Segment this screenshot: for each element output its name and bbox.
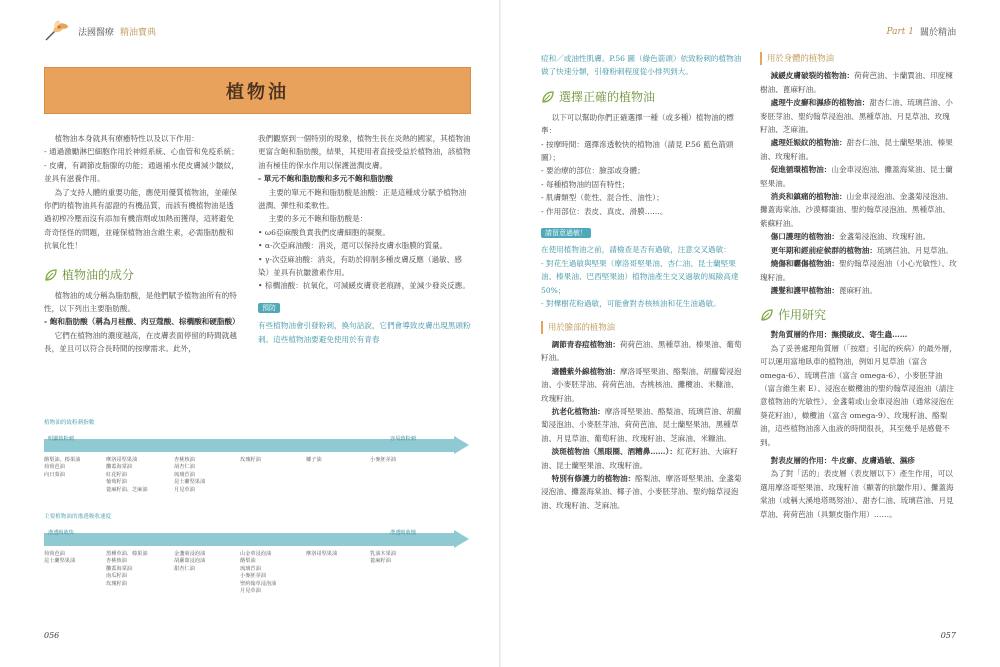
oil-use-item xyxy=(760,96,957,136)
oil-use-text: 甜杏仁油、琉璃苣油、小麥胚芽油、聖約翰草浸泡油、黑種草油、月見草油、玫瑰籽油、芝麻油。 xyxy=(760,98,953,135)
body-line: - 作用部位：表皮、真皮、滑膜……。 xyxy=(541,206,668,216)
chart-columns xyxy=(44,551,474,611)
body-line: 它們在植物油的濃度越高，在皮膚表面停留的時間就越長，並且可以符合長時間的按摩需求。此外， xyxy=(44,330,237,354)
study-heading xyxy=(760,454,957,467)
chart-column xyxy=(370,551,396,566)
chart-oil-label: 昆士蘭堅果油 xyxy=(174,479,206,486)
oil-use-text: 蓖麻籽油。 xyxy=(838,285,877,295)
chart-oil-label: 紅花籽油 xyxy=(106,471,127,478)
note-text: 有些植物油會引發粉刺，換句話說，它們會導致皮膚出現黑頭粉刺。這些植物油要避免使用於有青春 xyxy=(258,321,471,344)
chart-oil-label: 月見草油 xyxy=(240,588,261,595)
oil-use-label: 調節青春痘植物油： xyxy=(551,339,620,349)
warning-line: 在使用植物油之前，請檢查是否有過敏，注意交叉過敏： xyxy=(541,245,731,255)
leaf-icon xyxy=(541,90,555,104)
chart-column xyxy=(370,457,396,464)
left-column-2 xyxy=(258,132,471,346)
page-title: 植物油 xyxy=(226,81,289,103)
study-subject: 撫摸破皮、寄生蟲…… xyxy=(831,330,908,340)
chart-oil-label: 月見草油 xyxy=(174,486,195,493)
body-line: • α-次亞麻油酸：消炎，還可以保持皮膚水脂膜的質量。 xyxy=(258,241,448,251)
body-line: - 每種植物油的固有特性； xyxy=(541,179,630,189)
oil-use-label: 燒傷和曬傷植物油： xyxy=(770,259,839,269)
oil-use-item xyxy=(760,136,957,163)
oil-use-label: 處理妊娠紋的植物油： xyxy=(770,138,847,148)
chart-title: 主要植物油的滲透吸收速度 xyxy=(44,514,112,520)
oil-use-text: 酪梨油、摩洛哥堅果油、金盞菊浸泡油、攤蓋海棠油、椰子油、小麥胚芽油、聖約翰草浸泡油、玫瑰籽油、芝麻油。 xyxy=(541,473,742,510)
oil-use-text: 紅花籽油、大麻籽油、昆士蘭堅果油、玫瑰籽油。 xyxy=(541,447,738,470)
oil-use-item xyxy=(760,244,957,257)
chart-left-label: 明顯致粉刺 xyxy=(48,436,74,442)
body-line: • ω6亞麻酸負責我們皮膚細胞的凝聚。 xyxy=(258,227,390,237)
body-oils-subtitle: 用於身體的植物油 xyxy=(760,52,957,65)
body-line: • γ-次亞麻油酸：消炎，有助於抑制多種皮膚反應（過敏、感染）並具有抗皺激素作用。 xyxy=(258,254,462,278)
chart-oil-label: 葡萄籽油 xyxy=(106,479,127,486)
oil-use-label: 護髮和護甲植物油： xyxy=(770,285,839,295)
oil-use-item xyxy=(760,163,957,190)
part-label: Part 1 xyxy=(886,26,914,37)
left-column-1 xyxy=(44,132,240,356)
chart-column xyxy=(306,551,337,558)
oil-use-text: 摩洛哥堅果油、酪梨油、琉璃苣油、胡蘿蔔浸泡油、小麥胚芽油、荷荷芭油、昆士蘭堅果油、黑種草油、月見草油、葡萄籽油、玫瑰籽油、芝麻油、米糠油。 xyxy=(541,406,742,443)
chart-oil-label: 琉璃苣油 xyxy=(174,471,195,478)
oil-use-text: 摩洛哥堅果油、酪梨油、胡蘿蔔浸泡油、小麥胚芽油、荷荷芭油、杏桃核油、攤欖油、米糠油、玫瑰籽油。 xyxy=(541,366,742,403)
face-oils-subtitle: 用於臉部的植物油 xyxy=(541,321,743,334)
chart-title: 植物油的致粉刺指數 xyxy=(44,420,95,426)
comedogenic-chart xyxy=(44,418,474,513)
warning-line: - 對樺樹花粉過敏，可能會對杏核核油和花生油過敏。 xyxy=(541,299,721,309)
section-heading xyxy=(760,307,957,323)
study-text: 為了對「活的」表皮層（表皮層以下）產生作用，可以選用摩洛哥堅果油、玫瑰籽油（顯著的抗皺作用）、攤蓋海棠油（或稱大溪地塔瑪努油）、甜杏仁油、琉璃苣油、月見草油、荷荷芭油（具類皮脂作用）……。 xyxy=(760,469,954,519)
chart-column xyxy=(306,457,322,464)
chart-column xyxy=(240,457,261,464)
prevention-note xyxy=(258,301,471,346)
chart-columns xyxy=(44,457,474,513)
part-title: 關於精油 xyxy=(919,28,956,38)
oil-use-item xyxy=(760,284,957,297)
chart-column xyxy=(174,551,205,573)
chart-oil-label: 荷荷芭油 xyxy=(44,464,65,471)
oil-use-text: 荷荷芭油、卡蘭賈油、印度楝樹油、蓖麻籽油。 xyxy=(760,71,953,94)
right-running-header xyxy=(886,25,956,38)
leaf-icon xyxy=(44,268,58,282)
flower-logo-icon xyxy=(44,20,72,42)
oil-use-label: 特別有修護力的植物油： xyxy=(551,473,636,483)
oil-use-item xyxy=(760,230,957,243)
oil-use-item xyxy=(760,257,957,284)
action-study-title: 作用研究 xyxy=(778,308,827,323)
chart-oil-label: 杏桃核油 xyxy=(174,457,195,463)
oil-use-item xyxy=(760,190,957,230)
body-line: - 要治療的部位：臉部或身體； xyxy=(541,166,645,176)
chart-column xyxy=(106,551,148,588)
section-heading xyxy=(44,267,240,283)
oil-use-item xyxy=(541,472,743,512)
chart-oil-label: 黑種草油、榛果油 xyxy=(106,551,148,557)
chart-oil-label: 胡蘿蔔浸泡油 xyxy=(174,558,206,565)
body-oils-list xyxy=(760,69,957,297)
body-line: 我們觀察到一個特別的現象，植物生長在炎熱的國家，其植物油更富含飽和脂肪酸，結果，其使用者直接受益於植物油，該植物油有極佳的保水作用以保護滋潤皮膚。 xyxy=(258,134,471,170)
body-line: • 棕櫚油酸：抗氧化，可減緩皮膚衰老痕跡，並減少發炎反應。 xyxy=(258,281,470,291)
study-label: 對角質層的作用： xyxy=(770,330,832,340)
oil-use-label: 抗老化植物油： xyxy=(551,406,605,416)
chart-oil-label: 南瓜籽油 xyxy=(106,573,127,580)
chart-right-label: 滲透吸收慢 xyxy=(390,530,416,536)
chart-oil-label: 摩洛哥堅果油 xyxy=(106,457,138,463)
right-column-1 xyxy=(541,52,743,512)
chart-oil-label: 金盞菊浸泡油 xyxy=(174,551,206,557)
left-page-number: 056 xyxy=(44,631,60,640)
oil-use-text: 荷荷芭油、黑種草油、榛果油、葡萄籽油。 xyxy=(541,339,742,363)
chart-oil-label: 胡杏仁油 xyxy=(174,464,195,471)
body-line-bold: - 飽和脂肪酸（稱為月桂酸、肉豆蔻酸、棕櫚酸和硬脂酸） xyxy=(44,317,240,327)
chart-oil-label: 蓖麻籽油 xyxy=(370,558,391,565)
chart-left-label: 滲透吸收快 xyxy=(48,530,74,536)
chart-oil-label: 攤蓋海棠油 xyxy=(106,565,132,572)
page-title-banner xyxy=(44,67,471,114)
body-line: 以下可以幫助你們正確選擇一種（或多種）植物油的標準： xyxy=(541,112,734,136)
body-line: - 肌膚類型（乾性、混合性、油性）； xyxy=(541,193,664,203)
chart-oil-label: 杏桃核油 xyxy=(106,558,127,565)
body-line: - 按摩時間：選擇滲透較快的植物油（請見 P.56 藍色箭頭圖）； xyxy=(541,139,734,163)
oil-use-text: 山金車浸泡油、金盞菊浸泡油、攤蓋海棠油、沙漠椰棗油、聖約翰草浸泡油、黑種草油、紫蘇籽油。 xyxy=(760,192,953,228)
chart-oil-label: 琉璃苣油 xyxy=(240,565,261,572)
right-page-number: 057 xyxy=(940,631,956,640)
chart-oil-label: 椰子油 xyxy=(306,457,322,463)
oil-use-label: 傷口護理的植物油： xyxy=(770,232,839,242)
top-text: 痘和／或油性肌膚。P.56 圖（綠色箭頭）依致粉刺的植物油做了快速分類，引發粉刺程度從小排列到大。 xyxy=(541,54,742,77)
action-study-body xyxy=(760,328,957,521)
chart-oil-label: 酪梨油 xyxy=(240,558,256,565)
chart-oil-label: 甜杏仁油 xyxy=(174,565,195,572)
oil-use-item xyxy=(541,365,743,405)
oil-use-label: 減緩皮膚破裂的植物油： xyxy=(770,71,855,81)
face-oils-list xyxy=(541,338,743,512)
chart-oil-label: 小麥胚芽油 xyxy=(240,573,266,580)
oil-use-label: 淡斑植物油（黑眼圈、酒糟鼻……）： xyxy=(551,447,677,457)
chart-column xyxy=(106,457,148,494)
chart-oil-label: 酪梨油、榛果油 xyxy=(44,457,81,463)
chart-arrow-head xyxy=(454,530,469,548)
oil-use-item xyxy=(760,69,957,96)
body-line-bold: - 單元不飽和脂肪酸和多元不飽和脂肪酸 xyxy=(258,174,393,184)
oil-use-item xyxy=(541,338,743,365)
oil-use-text: 琉璃苣油、月見草油。 xyxy=(876,245,953,255)
chart-column xyxy=(174,457,205,494)
book-spine xyxy=(499,0,501,667)
chart-oil-label: 摩洛哥堅果油 xyxy=(306,551,338,557)
chart-arrow-head xyxy=(454,436,469,454)
chart-oil-label: 向日葵油 xyxy=(44,471,65,478)
oil-use-label: 處理牛皮癬和濕疹的植物油： xyxy=(770,98,870,108)
body-line: 主要的單元不飽和脂肪酸是油酸：正是這種成分賦予植物油滋潤、彈性和柔軟性。 xyxy=(258,187,467,211)
oil-use-label: 適體紫外線植物油： xyxy=(551,366,620,376)
oil-use-text: 金盞菊浸泡油、玫瑰籽油。 xyxy=(838,232,931,242)
intro-line: - 皮膚，有調節皮脂腺的功能；通過補水使皮膚減少皺紋，並具有滋養作用。 xyxy=(44,160,239,184)
chart-oil-label: 蓖麻籽油、芝麻油 xyxy=(106,486,148,493)
oil-use-text: 山金車浸泡油、攤蓋海棠油、昆士蘭堅果油。 xyxy=(760,165,953,188)
oil-use-label: 消炎和鎮痛的植物油： xyxy=(770,192,847,202)
chart-column xyxy=(44,457,80,479)
oil-use-item xyxy=(541,405,743,445)
chart-oil-label: 玫瑰籽油 xyxy=(240,457,261,463)
leaf-icon xyxy=(760,308,774,322)
chart-column xyxy=(240,551,276,595)
chart-oil-label: 山金車浸泡油 xyxy=(240,551,272,557)
composition-title: 植物油的成分 xyxy=(62,267,135,282)
note-label: 預防 xyxy=(258,303,280,313)
warning-line: - 對花生過敏與堅果（摩洛哥堅果油、杏仁油、昆士蘭堅果油、榛果油、巴西堅果油）植物油產生交叉過敏的風險高達 50%； xyxy=(541,258,739,295)
intro-line: 植物油本身就具有療癒特性以及以下作用： xyxy=(54,134,199,143)
oil-use-item xyxy=(541,445,743,472)
study-text: 為了妥善處理角質層（「按磨」引起的疾病）的最外層，可以運用富地臥車的植物油，例如月見草油（富含 omega-6）、琉璃苣油（富含 omega-6）、小麥胚芽油（富含維生素 E）、浸泡在橄欖油的聖約翰草浸泡油（請注意植物油的光敏性）、金盞菊或山金車浸泡油（通常浸泡在葵花籽油），橄欖油（富含 omega-9）、玫瑰籽油、酪梨油，這些植物油滲入血液的時間很長，其至幾乎是感覺不到。 xyxy=(760,343,957,447)
absorption-chart xyxy=(44,512,474,611)
oil-use-text: 甜杏仁油、昆士蘭堅果油、榛果油、玫瑰籽油。 xyxy=(760,138,953,161)
chart-oil-label: 聖約翰草浸泡油 xyxy=(240,580,277,587)
intro-line: 為了支持人體的重要功能，應使用優質植物油，並確保你們的植物油具有認證的有機品質，而該有機植物油是透過初榨冷壓而沒有添加有機溶劑或加熱而獲得，這將避免奇奇怪怪的問題，並確保植物油含維生素，必需脂肪酸和抗氧化性！ xyxy=(44,187,237,251)
allergy-warning xyxy=(541,226,743,310)
chart-oil-label: 小麥胚芽油 xyxy=(370,457,396,463)
oil-use-label: 促進循環植物油： xyxy=(770,165,832,175)
book-subtitle: 精油寶典 xyxy=(120,27,157,38)
oil-use-text: 聖約翰草浸泡油（小心光敏性）、玫瑰籽油。 xyxy=(760,259,957,282)
left-running-header xyxy=(44,20,156,42)
chart-oil-label: 荷荷芭油 xyxy=(44,551,65,557)
study-label: 對表皮層的作用： xyxy=(770,455,832,465)
body-line: 植物油的成分稱為脂肪酸，是他們賦予植物油所有的特性，以下列出主要脂肪酸。 xyxy=(44,290,237,314)
book-brand: 法國醫療 xyxy=(78,27,115,38)
chart-oil-label: 攤蓋海棠油 xyxy=(106,464,132,471)
choose-oil-title: 選擇正確的植物油 xyxy=(559,89,656,104)
intro-line: - 通過激勵淋巴細胞作用於神經系統、心血管和免疫系統； xyxy=(44,147,239,157)
study-heading xyxy=(760,328,957,341)
chart-oil-label: 玫瑰籽油 xyxy=(106,580,127,587)
chart-oil-label: 乳油木果油 xyxy=(370,551,396,557)
chart-right-label: 容易致粉刺 xyxy=(390,436,416,442)
study-subject: 牛皮癬、皮膚過敏、濕疹 xyxy=(831,455,915,465)
section-heading xyxy=(541,89,743,105)
right-column-2 xyxy=(760,52,957,521)
oil-use-label: 更年期和經前症候群的植物油： xyxy=(770,245,877,255)
body-line: 主要的多元不飽和脂肪酸是： xyxy=(268,214,368,224)
chart-column xyxy=(44,551,75,566)
warning-label: 請留意過敏！ xyxy=(541,228,591,238)
chart-oil-label: 昆士蘭堅果油 xyxy=(44,558,76,565)
